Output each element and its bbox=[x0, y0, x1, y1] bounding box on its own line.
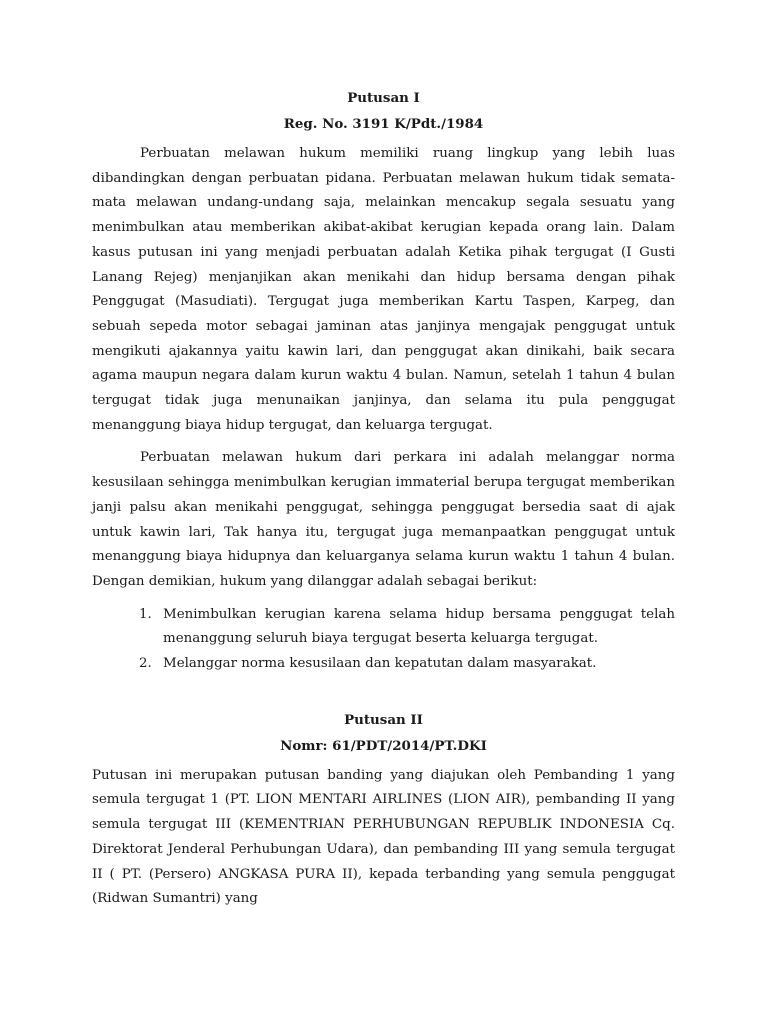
putusan-1-paragraph-1: Perbuatan melawan hukum memiliki ruang lingkup yang lebih luas dibandingkan dengan perbuatan pidana. Perbuatan melawan hukum tidak semata-mata melawan undang-undang saja, melainkan mencakup segala sesuatu yang menimbulkan atau memberikan akibat-akibat kerugian kepada orang lain. Dalam kasus putusan ini yang menjadi perbuatan adalah Ketika pihak tergugat (I Gusti Lanang Rejeg) menjanjikan akan menikahi dan hidup bersama dengan pihak Penggugat (Masudiati). Tergugat juga memberikan Kartu Taspen, Karpeg, dan sebuah sepeda motor sebagai jaminan atas janjinya mengajak penggugat untuk mengikuti ajakannya yaitu kawin lari, dan penggugat akan dinikahi, baik secara agama maupun negara dalam kurun waktu 4 bulan. Namun, setelah 1 tahun 4 bulan tergugat tidak juga menunaikan janjinya, dan selama itu pula penggugat menanggung biaya hidup tergugat, dan keluarga tergugat. bbox=[92, 146, 675, 433]
putusan-1-list bbox=[92, 603, 675, 677]
putusan-1-paragraph-2: Perbuatan melawan hukum dari perkara ini adalah melanggar norma kesusilaan sehingga menimbulkan kerugian immaterial berupa tergugat memberikan janji palsu akan menikahi penggugat, sehingga penggugat bersedia saat di ajak untuk kawin lari, Tak hanya itu, tergugat juga memanpaatkan penggugat untuk menanggung biaya hidupnya dan keluarganya selama kurun waktu 1 tahun 4 bulan. Dengan demikian, hukum yang dilanggar adalah sebagai berikut: bbox=[92, 450, 675, 589]
list-item bbox=[92, 652, 675, 677]
document-body bbox=[92, 85, 675, 912]
putusan-1-reg-number: Reg. No. 3191 K/Pdt./1984 bbox=[283, 116, 484, 132]
putusan-1-title: Putusan I bbox=[347, 90, 420, 106]
section-spacer bbox=[92, 677, 675, 707]
putusan-2-reg-number: Nomr: 61/PDT/2014/PT.DKI bbox=[280, 737, 487, 754]
list-item-number: 1. bbox=[139, 606, 152, 622]
list-item-text: Melanggar norma kesusilaan dan kepatutan dalam masyarakat. bbox=[163, 656, 597, 672]
putusan-2-title: Putusan II bbox=[344, 711, 423, 728]
list-item-number: 2. bbox=[139, 656, 152, 672]
list-item-text: Menimbulkan kerugian karena selama hidup bersama penggugat telah menanggung seluruh biaya tergugat beserta keluarga tergugat. bbox=[163, 606, 675, 647]
putusan-2-paragraph-1: Putusan ini merupakan putusan banding yang diajukan oleh Pembanding 1 yang semula tergugat 1 (PT. LION MENTARI AIRLINES (LION AIR), pembanding II yang semula tergugat III (KEMENTRIAN PERHUBUNGAN REPUBLIK INDONESIA Cq. Direktorat Jenderal Perhubungan Udara), dan pembanding III yang semula tergugat II ( PT. (Persero) ANGKASA PURA II), kepada terbanding yang semula penggugat (Ridwan Sumantri) yang bbox=[92, 767, 675, 907]
list-item bbox=[92, 603, 675, 652]
